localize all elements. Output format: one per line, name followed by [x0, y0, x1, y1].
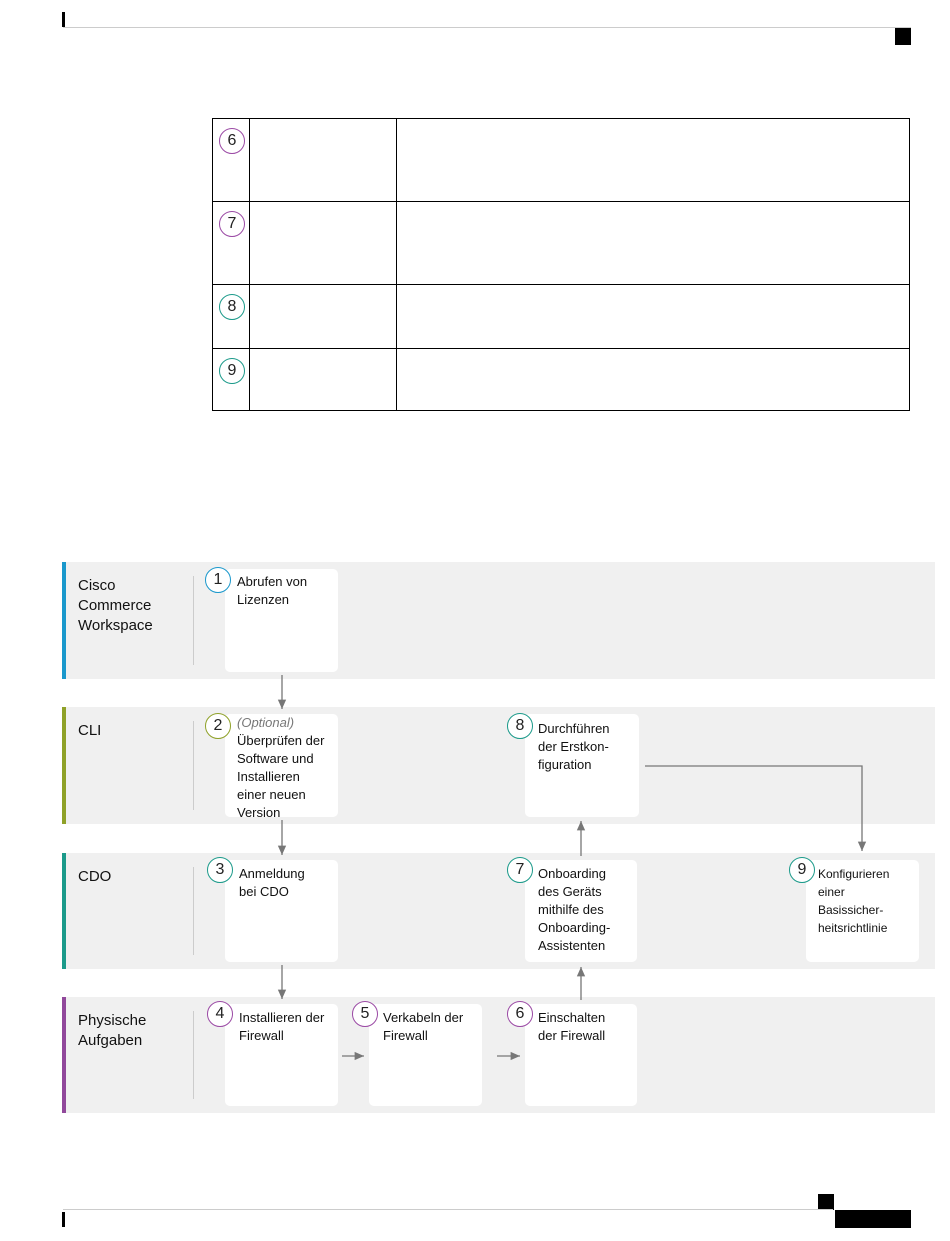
step-7-badge: 7: [507, 857, 533, 883]
step-6-badge: 6: [507, 1001, 533, 1027]
step-2-label: (Optional) Überprüfen der Software und Installieren einer neuen Version: [237, 715, 325, 820]
step-9-label: Konfigurieren einer Basissicher- heitsrichtlinie: [818, 867, 890, 935]
lane-title: Physische Aufgaben: [78, 1012, 147, 1049]
step-5-label: Verkabeln der Firewall: [383, 1010, 464, 1043]
table-row-step-7-badge: 7: [219, 211, 245, 237]
lane-title: CDO: [78, 868, 112, 885]
footer-tick-mark: [62, 1212, 65, 1227]
step-2-badge: 2: [205, 713, 231, 739]
step-9-badge: 9: [789, 857, 815, 883]
lane-title: CLI: [78, 722, 102, 739]
step-6-label: Einschalten der Firewall: [538, 1010, 606, 1043]
footer-corner-square: [818, 1194, 834, 1210]
footer-rule: [63, 1209, 833, 1210]
step-7-label: Onboarding des Geräts mithilfe des Onboarding- Assistenten: [538, 866, 611, 953]
step-3-badge: 3: [207, 857, 233, 883]
table-row-step-9-badge: 9: [219, 358, 245, 384]
step-1-label: Abrufen von Lizenzen: [237, 574, 308, 607]
arrow-8-to-9: [645, 766, 862, 851]
table-row-step-8-badge: 8: [219, 294, 245, 320]
step-4-label: Installieren der Firewall: [239, 1010, 325, 1043]
step-5-badge: 5: [352, 1001, 378, 1027]
footer-page-bar: [835, 1210, 911, 1228]
step-8-badge: 8: [507, 713, 533, 739]
lane-title: Cisco Commerce Workspace: [78, 577, 153, 634]
table-row-step-6-badge: 6: [219, 128, 245, 154]
step-1-badge: 1: [205, 567, 231, 593]
step-3-label: Anmeldung bei CDO: [239, 866, 305, 899]
step-4-badge: 4: [207, 1001, 233, 1027]
step-8-label: Durchführen der Erstkon- figuration: [538, 721, 610, 772]
